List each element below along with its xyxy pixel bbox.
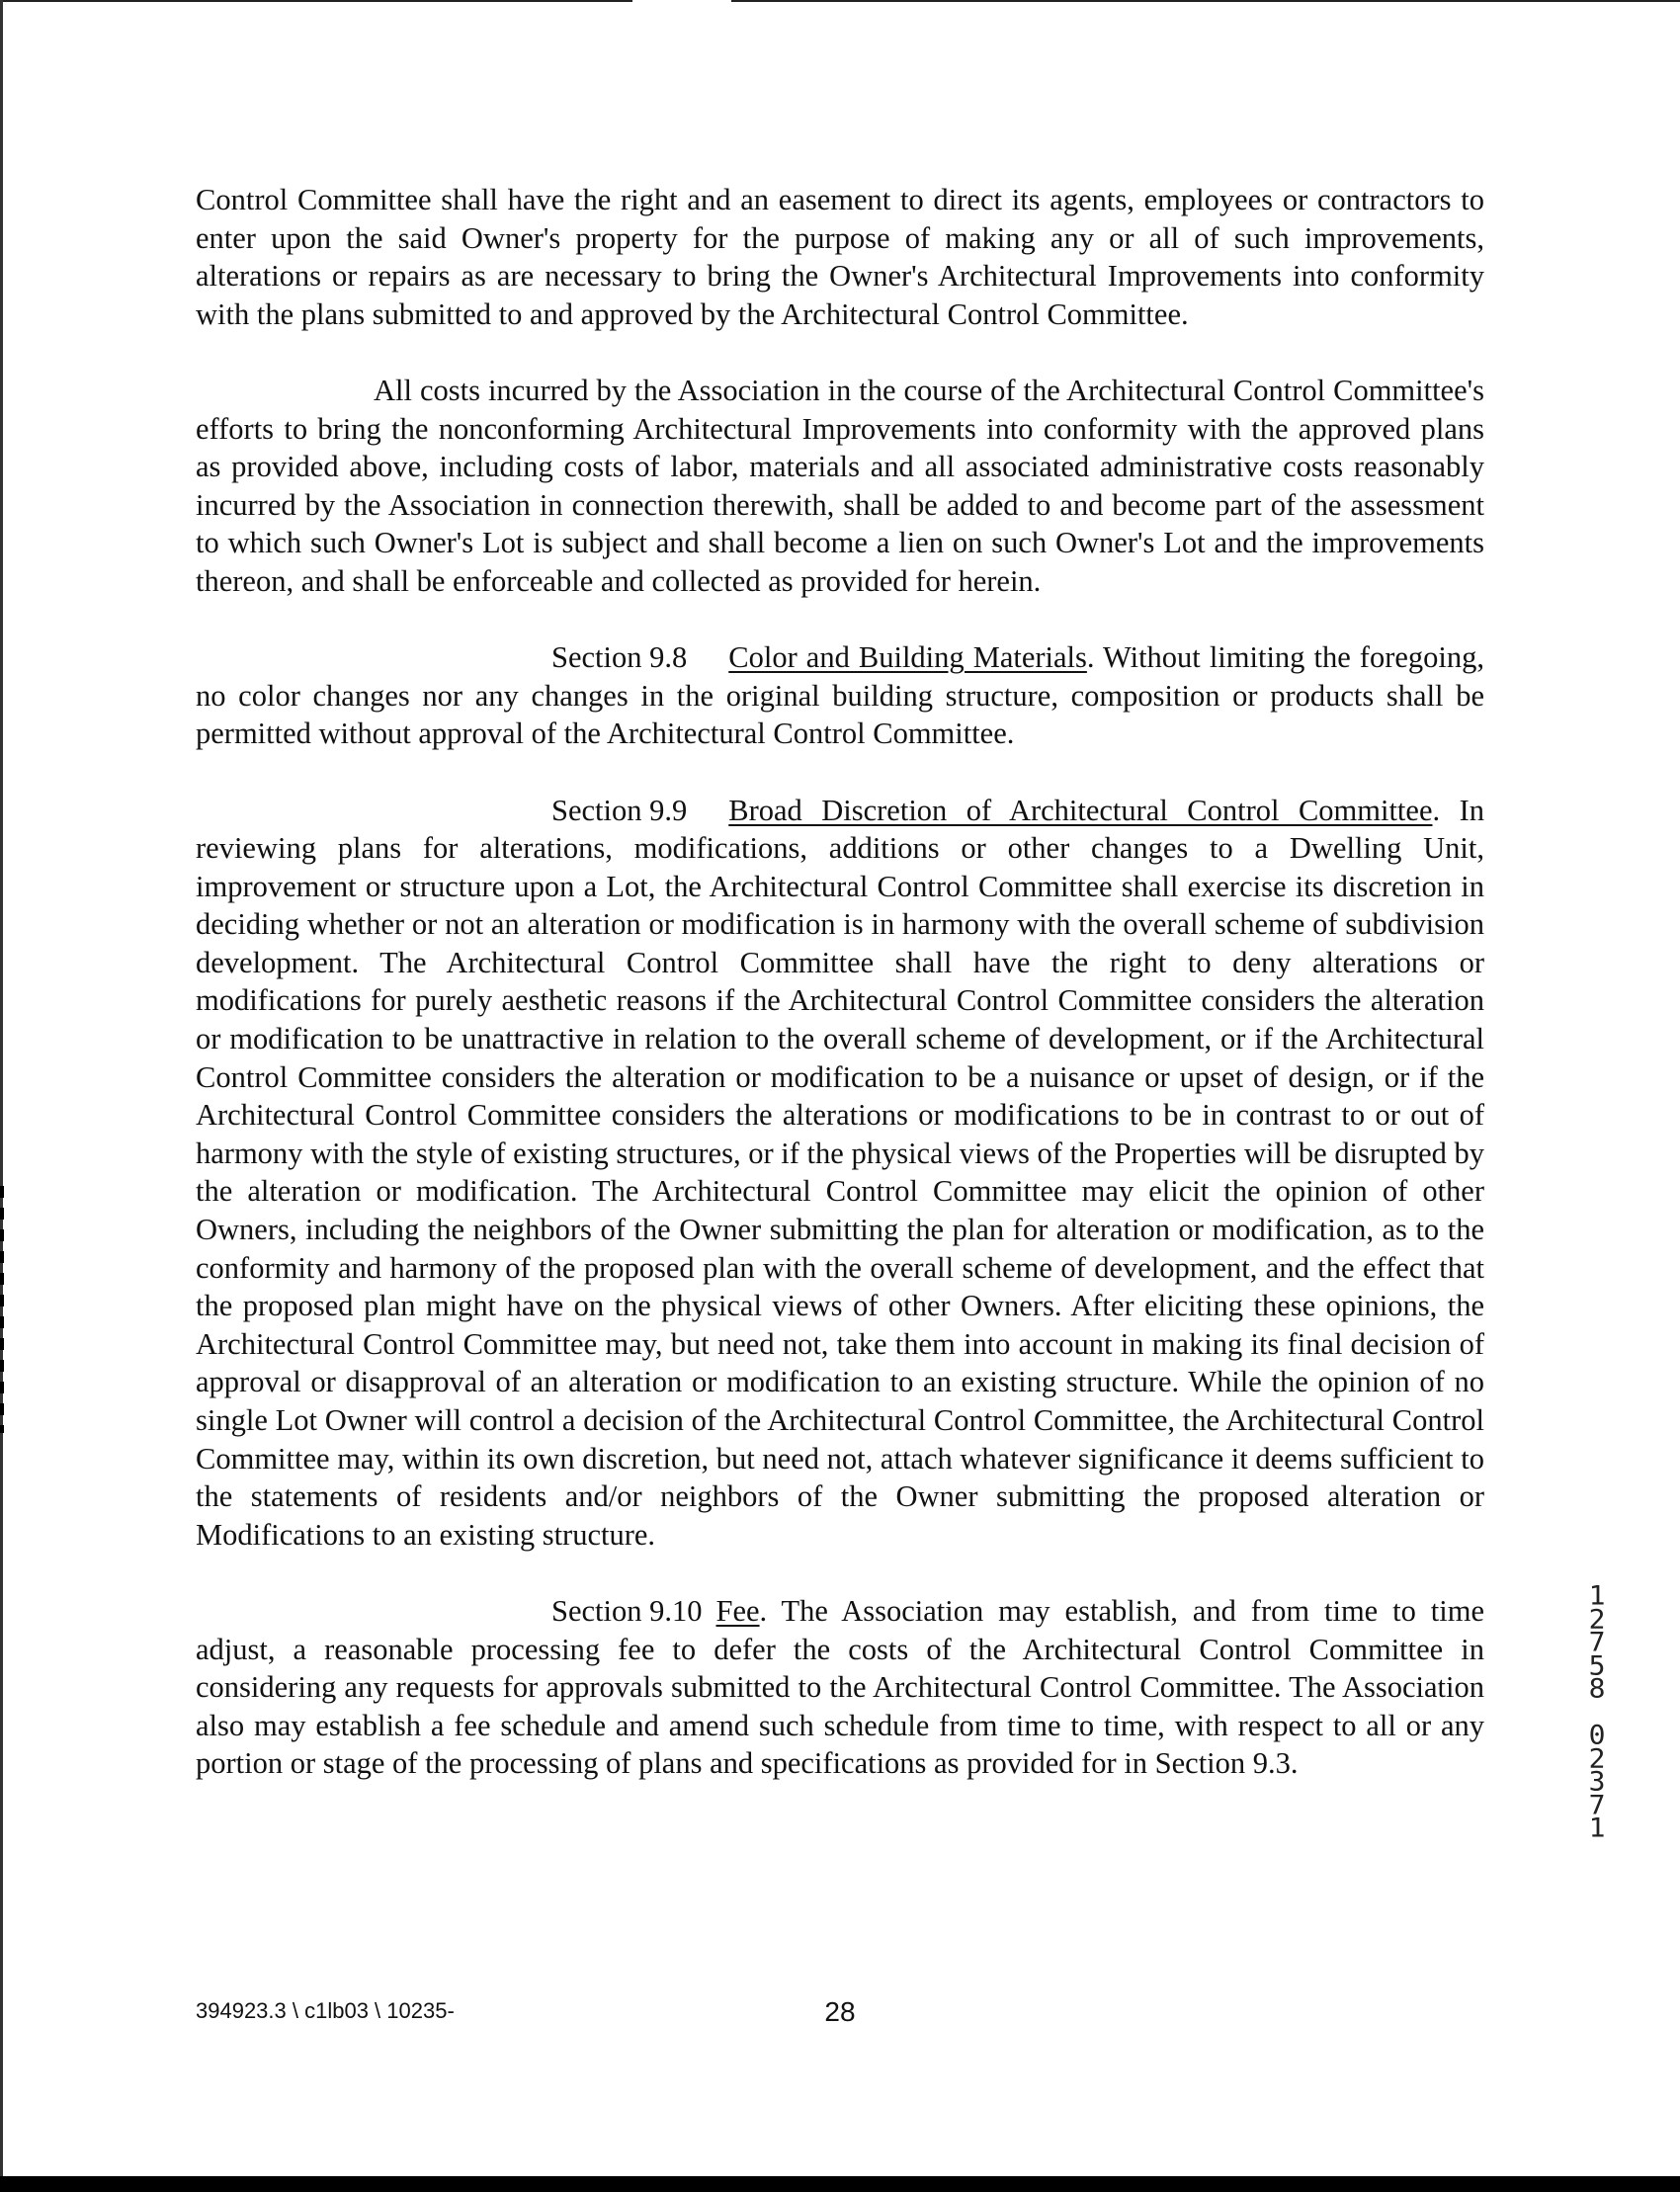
- page-number: 28: [824, 1996, 856, 2027]
- stamp-digit: 0: [1588, 1719, 1606, 1751]
- section-9-9: [196, 792, 1484, 1555]
- paragraph-costs: All costs incurred by the Association in the course of the Architectural Control Committee's efforts to bring the nonconforming Architectural Improvements into conformity with the approved plans as provided above, including costs of labor, materials and all associated administrative costs reasonably incurred by the Association in connection therewith, shall be added to and become part of the assessment to which such Owner's Lot is subject and shall become a lien on such Owner's Lot and the improvements thereon, and shall be enforceable and collected as provided for herein.: [196, 373, 1484, 598]
- stamp-digit: 3: [1588, 1765, 1606, 1798]
- scan-top-rule-gap: [632, 0, 731, 2]
- scan-left-edge: [0, 0, 3, 2192]
- section-9-9-heading: Broad Discretion of Architectural Control Committee: [728, 793, 1433, 827]
- section-9-8: [196, 638, 1484, 753]
- section-9-8-text: . Without limiting the foregoing, no color changes nor any changes in the original building structure, composition or products shall be permitted without approval of the Architectural Control Committee.: [196, 640, 1484, 751]
- section-9-10-text: . The Association may establish, and from time to time adjust, a reasonable processing fee to defer the costs of the Architectural Control Committee in considering any requests for approvals submitted to the Architectural Control Committee. The Association also may establish a fee schedule and amend such schedule from time to time, with respect to all or any portion or stage of the processing of plans and specifications as provided for in Section 9.3.: [196, 1593, 1484, 1781]
- stamp-digit: 5: [1588, 1649, 1606, 1681]
- section-9-8-heading: Color and Building Materials: [728, 640, 1087, 675]
- stamp-digit: 1: [1588, 1579, 1606, 1612]
- section-9-10: [196, 1592, 1484, 1783]
- scan-bottom-bar: [0, 2176, 1680, 2192]
- section-9-10-heading: Fee: [715, 1593, 760, 1628]
- stamp-digit: 7: [1588, 1626, 1606, 1658]
- footer-document-id: 394923.3 \ c1lb03 \ 10235-: [196, 1998, 455, 2023]
- section-9-8-number: Section 9.8: [551, 640, 688, 675]
- section-9-9-number: Section 9.9: [551, 793, 688, 827]
- scan-top-rule: [0, 0, 1680, 2]
- paragraph-continuation: Control Committee shall have the right and an easement to direct its agents, employees or contractors to enter upon the said Owner's property for the purpose of making any or all of such improvements, alterations or repairs as are necessary to bring the Owner's Architectural Improvements into conformity with the plans submitted to and approved by the Architectural Control Committee.: [196, 183, 1484, 331]
- stamp-digit: 1: [1588, 1812, 1606, 1844]
- stamp-digit: 7: [1588, 1789, 1606, 1820]
- section-9-10-number: Section 9.10: [551, 1593, 703, 1628]
- section-9-9-text: . In reviewing plans for alterations, modifications, additions or other changes to a Dwelling Unit, improvement or structure upon a Lot, the Architectural Control Committee shall exercise its discretion in deciding whether or not an alteration or modification is in harmony with the overall scheme of subdivision development. The Architectural Control Committee shall have the right to deny alterations or modifications for purely aesthetic reasons if the Architectural Control Committee considers the alteration or modification to be unattractive in relation to the overall scheme of development, or if the Architectural Control Committee considers the alteration or modification to be a nuisance or upset of design, or if the Architectural Control Committee considers the alterations or modifications to be in contrast to or out of harmony with the style of existing structures, or if the physical views of the Properties will be disrupted by the alteration or modification. The Architectural Control Committee may elicit the opinion of other Owners, including the neighbors of the Owner submitting the plan for alteration or modification, as to the conformity and harmony of the proposed plan with the overall scheme of development, and the effect that the proposed plan might have on the physical views of other Owners. After eliciting these opinions, the Architectural Control Committee may, but need not, take them into account in making its final decision of approval or disapproval of an alteration or modification to an existing structure. While the opinion of no single Lot Owner will control a decision of the Architectural Control Committee, the Architectural Control Committee may, within its own discretion, but need not, attach whatever significance it deems sufficient to the statements of residents and/or neighbors of the Owner submitting the proposed alteration or Modifications to an existing structure.: [196, 793, 1484, 1552]
- scan-left-edge-marks: [0, 1186, 4, 1433]
- stamp-digit: 8: [1588, 1672, 1606, 1705]
- stamp-digit: 2: [1588, 1603, 1606, 1635]
- document-body: [196, 181, 1484, 1821]
- margin-recording-stamp: [1577, 1579, 1617, 1844]
- stamp-digit: 2: [1588, 1742, 1606, 1774]
